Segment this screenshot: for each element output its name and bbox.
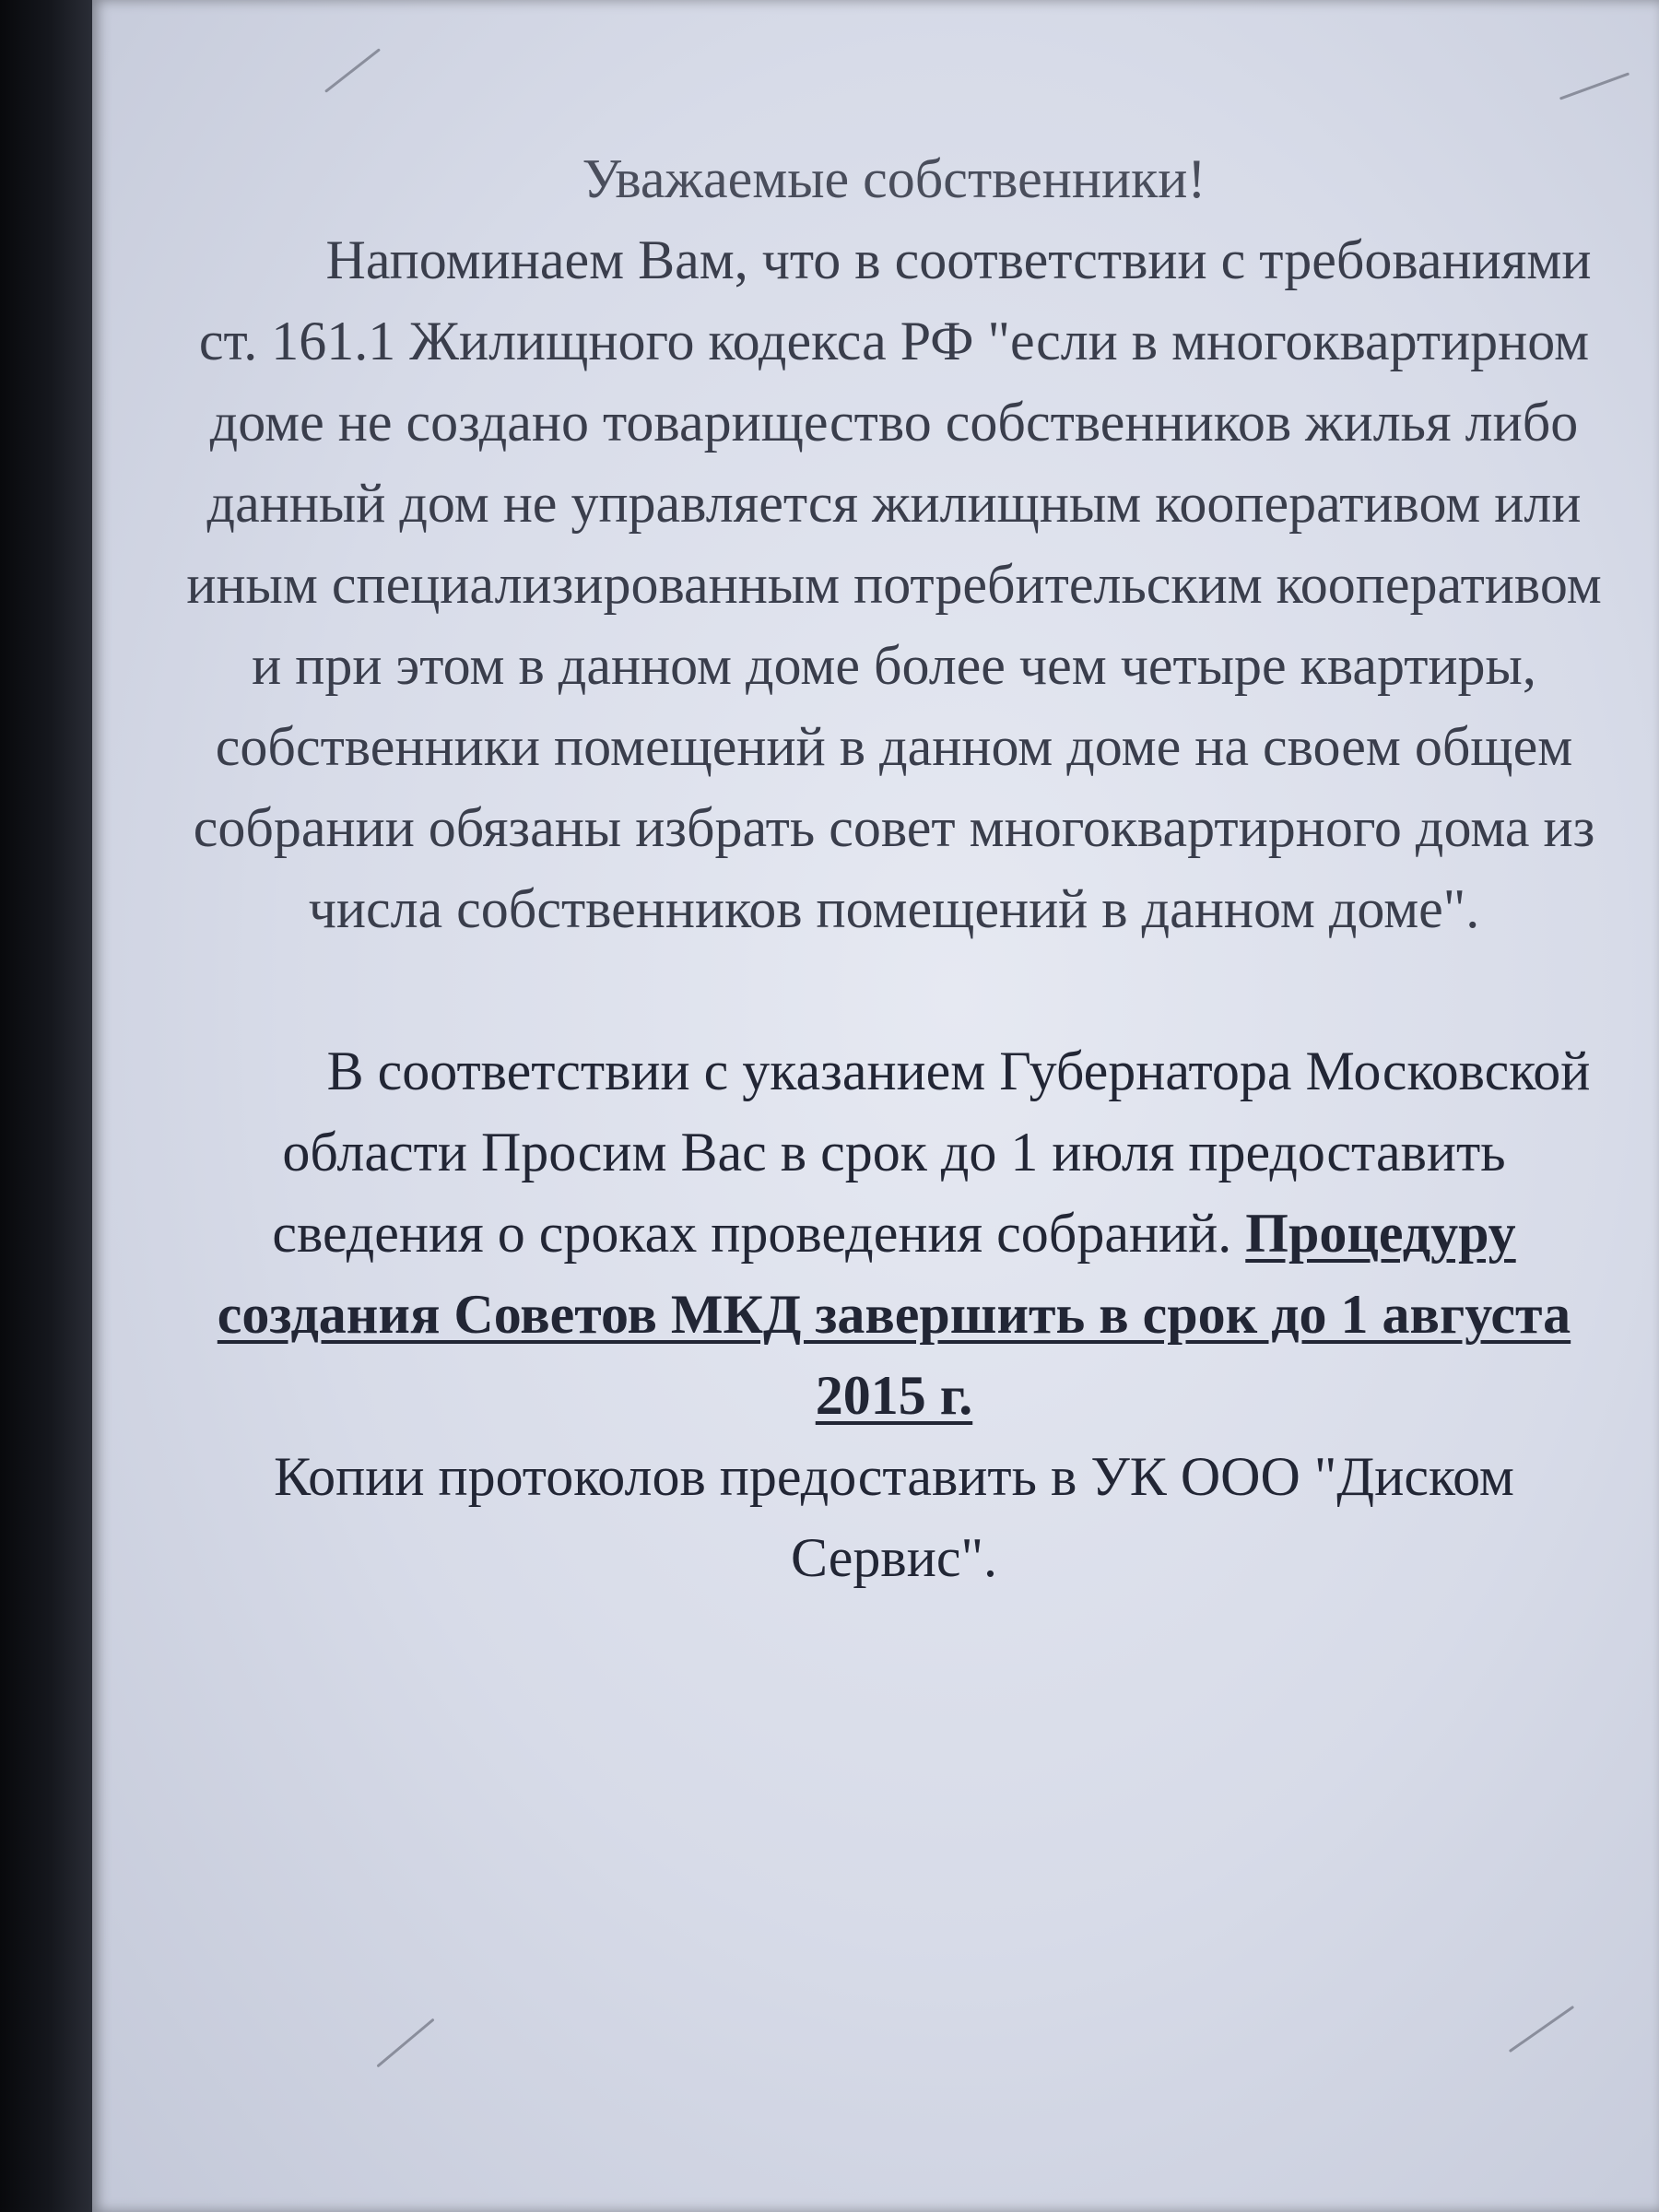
tape-mark-top-right (1559, 72, 1630, 100)
tape-mark-top-left (324, 48, 381, 93)
request-text: В соответствии с указанием Губернатора Московской области Просим Вас в срок до 1 июля предоставить сведения о сроках проведения собраний. (272, 1041, 1591, 1264)
paragraph-gap (175, 949, 1613, 1030)
notice-paragraph-request (175, 1030, 1613, 1436)
notice-paragraph-copies: Копии протоколов предоставить в УК ООО "Диском Сервис". (274, 1446, 1514, 1588)
door-frame-edge (0, 0, 92, 2212)
notice-heading: Уважаемые собственники! (582, 148, 1206, 209)
tape-mark-bottom-right (1509, 2006, 1574, 2053)
notice-text (175, 138, 1613, 1598)
tape-mark-bottom-left (376, 2018, 434, 2068)
notice-paragraph-law: Напоминаем Вам, что в соответствии с требованиями ст. 161.1 Жилищного кодекса РФ "если в многоквартирном доме не создано товарищество собственников жилья либо данный дом не управляется жилищным кооперативом или иным специализированным потребительским кооперативом и при этом в данном доме более чем четыре квартиры, собственники помещений в данном доме на своем общем собрании обязаны избрать совет многоквартирного дома из числа собственников помещений в данном доме". (186, 229, 1602, 939)
deadline-emphasis: Процедуру создания Советов МКД завершить в срок до 1 августа 2015 г. (217, 1203, 1571, 1426)
